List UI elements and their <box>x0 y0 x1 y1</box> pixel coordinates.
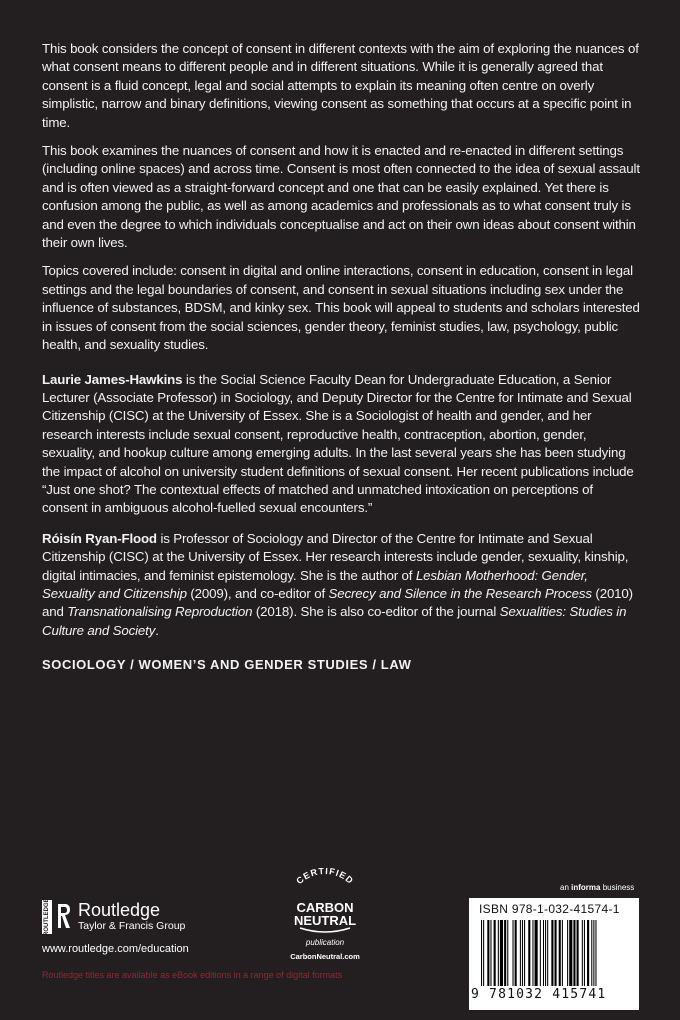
author-bio-2-text: (2009), and co-editor of <box>186 585 329 601</box>
barcode-bar <box>532 920 533 986</box>
barcode-digits: 9 781032 415741 <box>471 987 607 1002</box>
book-title: Transnationalising Reproduction <box>67 604 253 620</box>
barcode-bar <box>515 920 517 986</box>
barcode-bar <box>490 920 491 986</box>
barcode-bar <box>593 920 594 986</box>
barcode-bar <box>551 920 553 986</box>
isbn-text: ISBN 978-1-032-41574-1 <box>479 902 620 916</box>
barcode-bar <box>595 920 596 986</box>
barcode-bar <box>547 920 548 986</box>
barcode-bar <box>524 920 525 986</box>
author-bio-1 <box>42 371 640 518</box>
barcode-bar <box>562 920 563 986</box>
author-bio-1-text: is the Social Science Faculty Dean for Undergraduate Education, a Senior Lecturer (Associate Professor) in Sociology, and Deputy Director for the Centre for Intimate and Sexual Citizenship (CISC) at the University of Essex. She is a Sociologist of health and gender, and her research interests include sexual consent, reproductive health, contraception, abortion, gender, sexuality, and hookup culture among emerging adults. In the last several years she has been studying the impact of alcohol on university student definitions of sexual consent. Her recent publications include “Just one shot? The contextual effects of matched and unmatched intoxication on perceptions of consent in ambiguous alcohol-fuelled sexual encounters.” <box>42 371 634 516</box>
publisher-group: Taylor & Francis Group <box>78 920 186 932</box>
barcode-bar <box>582 920 583 986</box>
publisher-name: Routledge <box>78 900 161 920</box>
isbn-barcode <box>469 898 639 1010</box>
carbon-neutral-line1: CARBON <box>296 900 354 915</box>
author-bio-2-text: is Professor of Sociology and Director of the Centre for Intimate and Sexual Citizenship (CISC) at the University of Essex. Her research interests include gender, sexuality, kinship, digital intimacies, and feminist epistemology. She is the author of <box>42 530 629 583</box>
barcode-bar <box>569 920 572 986</box>
author-bio-2 <box>42 530 640 640</box>
barcode-bar <box>528 920 530 986</box>
barcode-bar <box>507 920 508 986</box>
barcode-bar <box>567 920 568 986</box>
carbon-neutral-certified: CERTIFIED <box>294 868 356 887</box>
barcode-bar <box>500 920 503 986</box>
barcode-bar <box>498 920 499 986</box>
barcode-bar <box>584 920 585 986</box>
barcode-bar <box>487 920 489 986</box>
carbon-neutral-line2: NEUTRAL <box>293 913 357 928</box>
barcode-bar <box>483 920 484 986</box>
cover-footer <box>0 860 680 1020</box>
carbon-neutral-url[interactable]: CarbonNeutral.com <box>290 952 360 961</box>
author-bio-2-text: (2018). She is also co-editor of the journal <box>252 604 500 620</box>
book-title: Lesbian Motherhood: Gender, Sexuality and Citizenship <box>42 567 588 601</box>
barcode-bar <box>577 920 579 986</box>
barcode-bar <box>535 920 538 986</box>
ebook-note: Routledge titles are available as eBook editions in a range of digital formats <box>42 970 343 980</box>
barcode-bar <box>545 920 546 986</box>
svg-text:CERTIFIED <box>294 868 355 886</box>
barcode-bar <box>543 920 544 986</box>
barcode-bar <box>494 920 496 986</box>
carbon-neutral-badge <box>270 868 380 968</box>
journal-title: Sexualities: Studies in Culture and Society <box>42 604 627 638</box>
barcode-bar <box>591 920 592 986</box>
author-name-2: Róisín Ryan-Flood <box>42 530 157 546</box>
barcode-bar <box>520 920 521 986</box>
informa-suffix: business <box>600 883 635 892</box>
routledge-wordmark <box>78 900 185 933</box>
barcode-bar <box>540 920 541 986</box>
blurb-paragraph-1: This book considers the concept of consent in different contexts with the aim of exploring the nuances of what consent means to different people and in different situations. While it is generally agreed that consent is a fluid concept, legal and social attempts to explain its meaning often centre on overly simplistic, narrow and binary definitions, viewing consent as something that occurs at a specific point in time. <box>42 41 639 130</box>
informa-brand: informa <box>571 883 601 892</box>
barcode-bar <box>504 920 506 986</box>
carbon-neutral-logo-icon <box>270 868 380 938</box>
informa-business-tag <box>560 883 634 892</box>
barcode-bars <box>481 920 627 986</box>
subject-categories: SOCIOLOGY / WOMEN’S AND GENDER STUDIES / LAW <box>42 657 412 673</box>
author-bio-2-text: . <box>155 622 159 638</box>
barcode-bar <box>559 920 561 986</box>
routledge-mark: ROUTLEDGE <box>44 898 50 936</box>
book-title: Secrecy and Silence in the Research Process <box>328 585 592 601</box>
publisher-url[interactable]: www.routledge.com/education <box>42 943 189 955</box>
carbon-neutral-publication: publication <box>305 938 345 947</box>
barcode-bar <box>513 920 514 986</box>
barcode-bar <box>555 920 557 986</box>
blurb-paragraph-3: Topics covered include: consent in digital and online interactions, consent in education, consent in legal settings and the legal boundaries of consent, and consent in sexual situations including sex under the influence of substances, BDSM, and kinky sex. This book will appeal to students and scholars interested in issues of consent from the social sciences, gender theory, feminist studies, law, psychology, public health, and sexuality studies. <box>42 263 640 353</box>
back-cover-text <box>42 40 640 675</box>
barcode-bar <box>573 920 575 986</box>
barcode-bar <box>481 920 482 986</box>
barcode-bar <box>587 920 589 986</box>
routledge-logo <box>42 900 185 934</box>
routledge-r-icon <box>56 900 72 934</box>
author-name-1: Laurie James-Hawkins <box>42 371 183 387</box>
blurb-paragraph-2: This book examines the nuances of consent and how it is enacted and re-enacted in different settings (including online spaces) and across time. Consent is most often connected to the idea of sexual assault and is often viewed as a straight-forward concept and one that can be easily explained. Yet there is confusion among the public, as well as among academics and professionals as to what consent truly is and even the degree to which individuals conceptualise and act on their own ideas about consent within their own lives. <box>42 143 640 251</box>
barcode-bar <box>522 920 523 986</box>
informa-prefix: an <box>560 883 572 892</box>
author-bio-2-text: (2010) and <box>42 585 633 620</box>
